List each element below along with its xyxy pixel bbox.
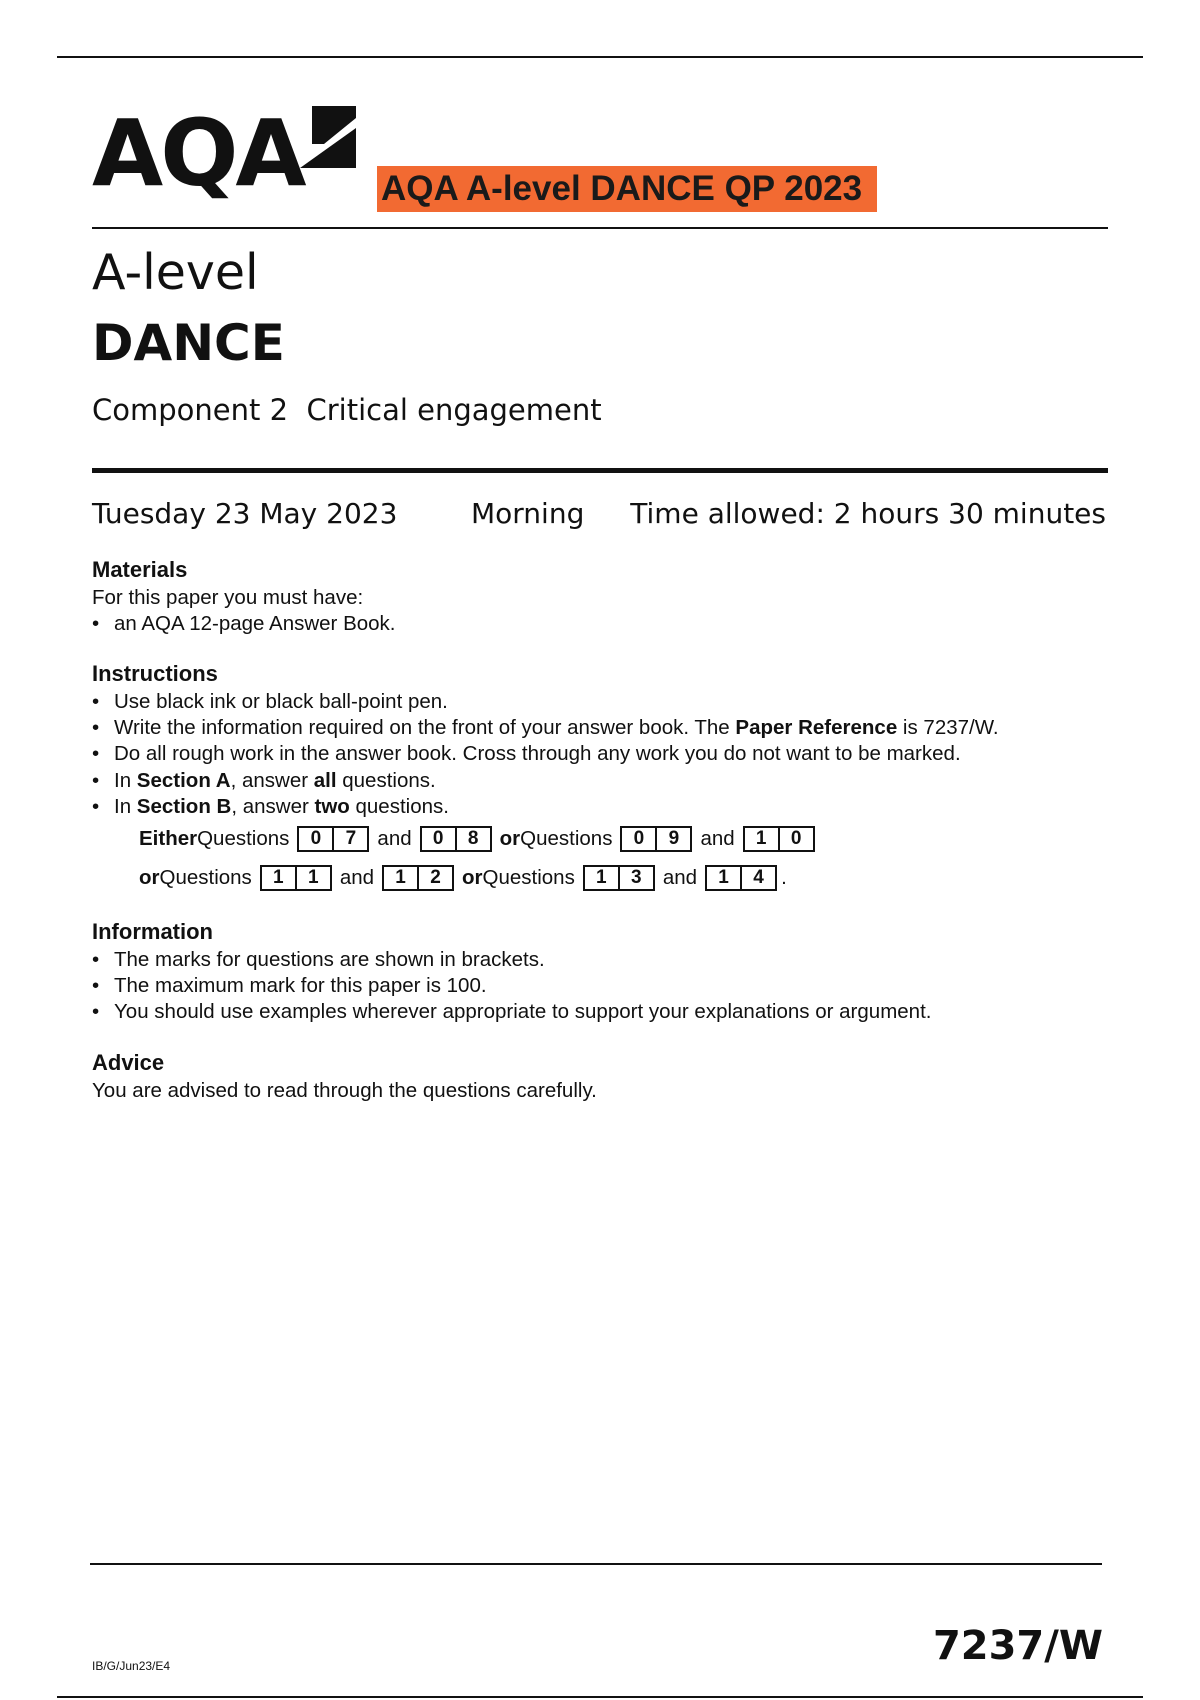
question-number-box: 1 0 [743,826,815,852]
footer-divider [90,1563,1102,1565]
information-item: • The maximum mark for this paper is 100. [92,974,487,997]
information-item: • The marks for questions are shown in brackets. [92,948,545,971]
materials-item: • an AQA 12-page Answer Book. [92,612,396,635]
time-allowed: Time allowed: 2 hours 30 minutes [630,497,1106,530]
instruction-item: • Do all rough work in the answer book. Cross through any work you do not want to be marked. [92,742,961,765]
title-banner: AQA A-level DANCE QP 2023 [377,166,877,212]
footer-code: IB/G/Jun23/E4 [92,1659,171,1673]
aqa-logo-text: AQA [92,100,304,207]
question-number-box: 0 8 [420,826,492,852]
materials-heading: Materials [92,557,188,582]
instruction-item: • In Section A, answer all questions. [92,769,436,792]
paper-reference: 7237/W [932,1623,1103,1669]
thick-divider [92,468,1108,473]
exam-session: Morning [471,497,585,530]
question-number-box: 0 7 [297,826,369,852]
question-number-box: 1 2 [382,865,454,891]
top-page-rule [57,56,1143,58]
information-heading: Information [92,919,213,944]
instructions-heading: Instructions [92,661,218,686]
subject-title: DANCE [92,314,285,372]
question-choice-row: Either Questions 0 7 and 0 8 or Questions 0 9 and 1 0 [139,826,823,852]
qualification-title: A-level [92,244,259,301]
question-choice-row: or Questions 1 1 and 1 2 or Questions 1 3 and 1 4 . [139,865,787,891]
instruction-item: • Write the information required on the front of your answer book. The Paper Reference is 7237/W. [92,716,999,739]
question-number-box: 0 9 [620,826,692,852]
question-number-box: 1 3 [583,865,655,891]
question-number-box: 1 1 [260,865,332,891]
component-title: Component 2 Critical engagement [92,393,602,427]
exam-date: Tuesday 23 May 2023 [92,497,398,530]
bottom-page-rule [57,1696,1143,1698]
aqa-logo-mark-icon [298,106,356,170]
information-item: • You should use examples wherever appropriate to support your explanations or argument. [92,1000,932,1023]
instruction-item: • Use black ink or black ball-point pen. [92,690,448,713]
advice-heading: Advice [92,1050,165,1075]
question-number-box: 1 4 [705,865,777,891]
header-divider [92,227,1108,229]
instruction-item: • In Section B, answer two questions. [92,795,449,818]
materials-intro: For this paper you must have: [92,586,364,609]
advice-text: You are advised to read through the questions carefully. [92,1079,597,1102]
